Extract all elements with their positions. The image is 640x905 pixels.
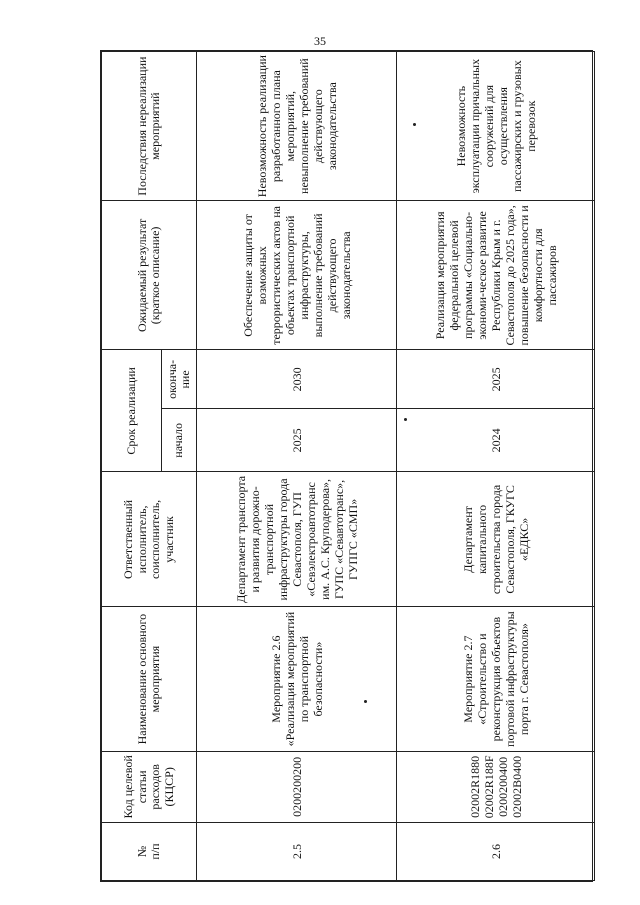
header-name: Наименование основного мероприятия — [102, 607, 197, 751]
header-responsible: Ответственный исполнитель, соисполнитель, участник — [102, 472, 197, 607]
row-result: Обеспечение защиты от возможных террористических актов на объектах транспортной инфраструктуры, выполнение требований действующего законодательства — [197, 201, 397, 350]
row-codes — [197, 751, 397, 822]
row-start: 2024 — [397, 409, 595, 472]
header-consequences: Последствия нереализации мероприятий — [102, 52, 197, 201]
row-codes — [397, 751, 595, 822]
header-result: Ожидаемый результат (краткое описание) — [102, 201, 197, 350]
table-row — [197, 52, 397, 881]
row-num: 2.6 — [397, 822, 595, 880]
table-row — [397, 52, 595, 881]
code-value: 0200200400 — [495, 756, 510, 817]
code-value: 0200200200 — [289, 756, 304, 817]
row-responsible: Департамент капитального строительства города Севастополя, ГКУГС «ЕДКС» — [397, 472, 595, 607]
activities-table-rotated — [100, 50, 593, 882]
row-consequences: Невозможность эксплуатации причальных сооружений для осуществления пассажирских и грузовых перевозок — [397, 52, 595, 201]
scan-speck — [364, 700, 367, 703]
scan-speck — [413, 123, 416, 126]
row-result: Реализация мероприятия федеральной целевой программы «Социально-экономи-ческое развитие Республики Крым и г. Севастополя до 2025 года», повышение безопасности и комфортности для пассажиров — [397, 201, 595, 350]
code-value: 02002B0400 — [509, 755, 524, 818]
header-start: начало — [162, 409, 197, 472]
row-name: Мероприятие 2.7 «Строительство и реконструкция объектов портовой инфраструктуры порта г. Севастополя» — [397, 607, 595, 751]
activities-table — [101, 51, 595, 881]
row-name: Мероприятие 2.6 «Реализация мероприятий по транспортной безопасности» — [197, 607, 397, 751]
header-num: № п/п — [102, 822, 197, 880]
header-code: Код целевой статьи расходов (КЦСР) — [102, 751, 197, 822]
row-start: 2025 — [197, 409, 397, 472]
page-number: 35 — [314, 34, 326, 48]
header-end: оконча- ние — [162, 350, 197, 409]
code-value: 02002R1880 — [467, 755, 482, 818]
row-end: 2025 — [397, 350, 595, 409]
code-value: 02002R188F — [481, 755, 496, 819]
row-num: 2.5 — [197, 822, 397, 880]
row-responsible: Департамент транспорта и развития дорожно-транспортной инфраструктуры города Севастополя, ГУП «Севэлектроавтотранс им. А.С. Круподерова», ГУПС «Севавтотранс», ГУПГС «СМП» — [197, 472, 397, 607]
header-term: Срок реализации — [102, 350, 162, 472]
row-end: 2030 — [197, 350, 397, 409]
scan-speck — [404, 418, 407, 421]
row-consequences: Невозможность реализации разработанного плана мероприятий, невыполнение требований действующего законодательства — [197, 52, 397, 201]
